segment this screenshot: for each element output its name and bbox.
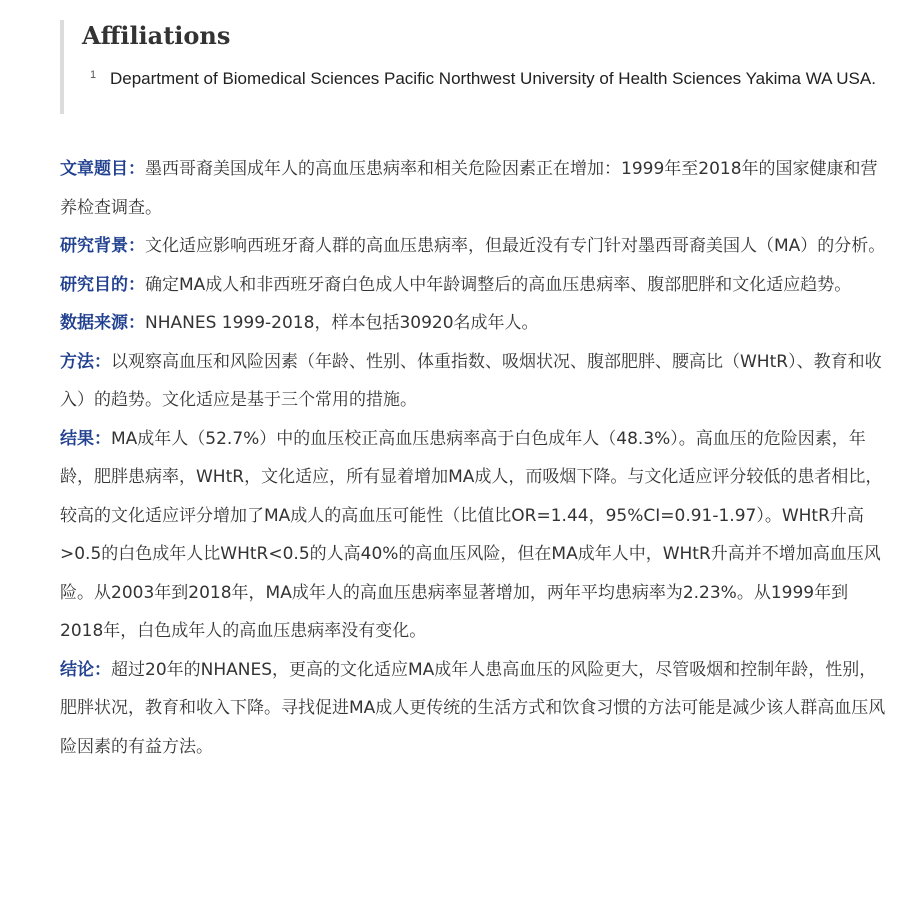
- section-label-title: 文章题目：: [60, 159, 145, 179]
- section-text-methods: 以观察高血压和风险因素（年龄、性别、体重指数、吸烟状况、腹部肥胖、腰高比（WHtR）、教育和收入）的趋势。文化适应是基于三个常用的措施。: [60, 351, 882, 410]
- section-text-results: MA成年人（52.7%）中的血压校正高血压患病率高于白色成年人（48.3%）。高血压的危险因素，年龄，肥胖患病率，WHtR，文化适应，所有显着增加MA成人，而吸烟下降。与文化适应评分较低的患者相比，较高的文化适应评分增加了MA成人的高血压可能性（比值比OR=1.44，95%CI=0.91-1.97）。WHtR升高>0.5的白色成年人比WHtR<0.5的人高40%的高血压风险，但在MA成年人中，WHtR升高并不增加高血压风险。从2003年到2018年，MA成年人的高血压患病率显著增加，两年平均患病率为2.23%。从1999年到2018年，白色成年人的高血压患病率没有变化。: [60, 428, 883, 641]
- section-methods: [60, 343, 890, 420]
- abstract-body: [60, 150, 890, 766]
- affiliation-item: [82, 65, 900, 93]
- section-objective: [60, 266, 890, 305]
- section-label-data-source: 数据来源：: [60, 313, 145, 333]
- section-conclusion: [60, 651, 890, 767]
- affiliation-text: Department of Biomedical Sciences Pacific Northwest University of Health Sciences Yakima WA USA.: [110, 69, 876, 88]
- section-text-data-source: NHANES 1999-2018，样本包括30920名成年人。: [145, 313, 539, 333]
- section-background: [60, 227, 890, 266]
- affiliation-number: 1: [90, 69, 97, 81]
- section-data-source: [60, 304, 890, 343]
- section-title: [60, 150, 890, 227]
- section-label-objective: 研究目的：: [60, 274, 145, 295]
- section-label-results: 结果：: [60, 428, 111, 449]
- affiliations-heading: Affiliations: [82, 21, 231, 50]
- section-text-background: 文化适应影响西班牙裔人群的高血压患病率，但最近没有专门针对墨西哥裔美国人（MA）的分析。: [145, 236, 886, 256]
- section-label-methods: 方法：: [60, 351, 111, 372]
- section-results: [60, 420, 890, 651]
- section-text-objective: 确定MA成人和非西班牙裔白色成人中年龄调整后的高血压患病率、腹部肥胖和文化适应趋势。: [145, 274, 852, 295]
- affiliations-section: [60, 20, 900, 114]
- section-text-conclusion: 超过20年的NHANES，更高的文化适应MA成年人患高血压的风险更大，尽管吸烟和控制年龄，性别，肥胖状况，教育和收入下降。寻找促进MA成人更传统的生活方式和饮食习惯的方法可能是减少该人群高血压风险因素的有益方法。: [60, 659, 886, 757]
- section-label-background: 研究背景：: [60, 236, 145, 256]
- section-label-conclusion: 结论：: [60, 659, 111, 680]
- section-text-title: 墨西哥裔美国成年人的高血压患病率和相关危险因素正在增加：1999年至2018年的国家健康和营养检查调查。: [60, 159, 878, 218]
